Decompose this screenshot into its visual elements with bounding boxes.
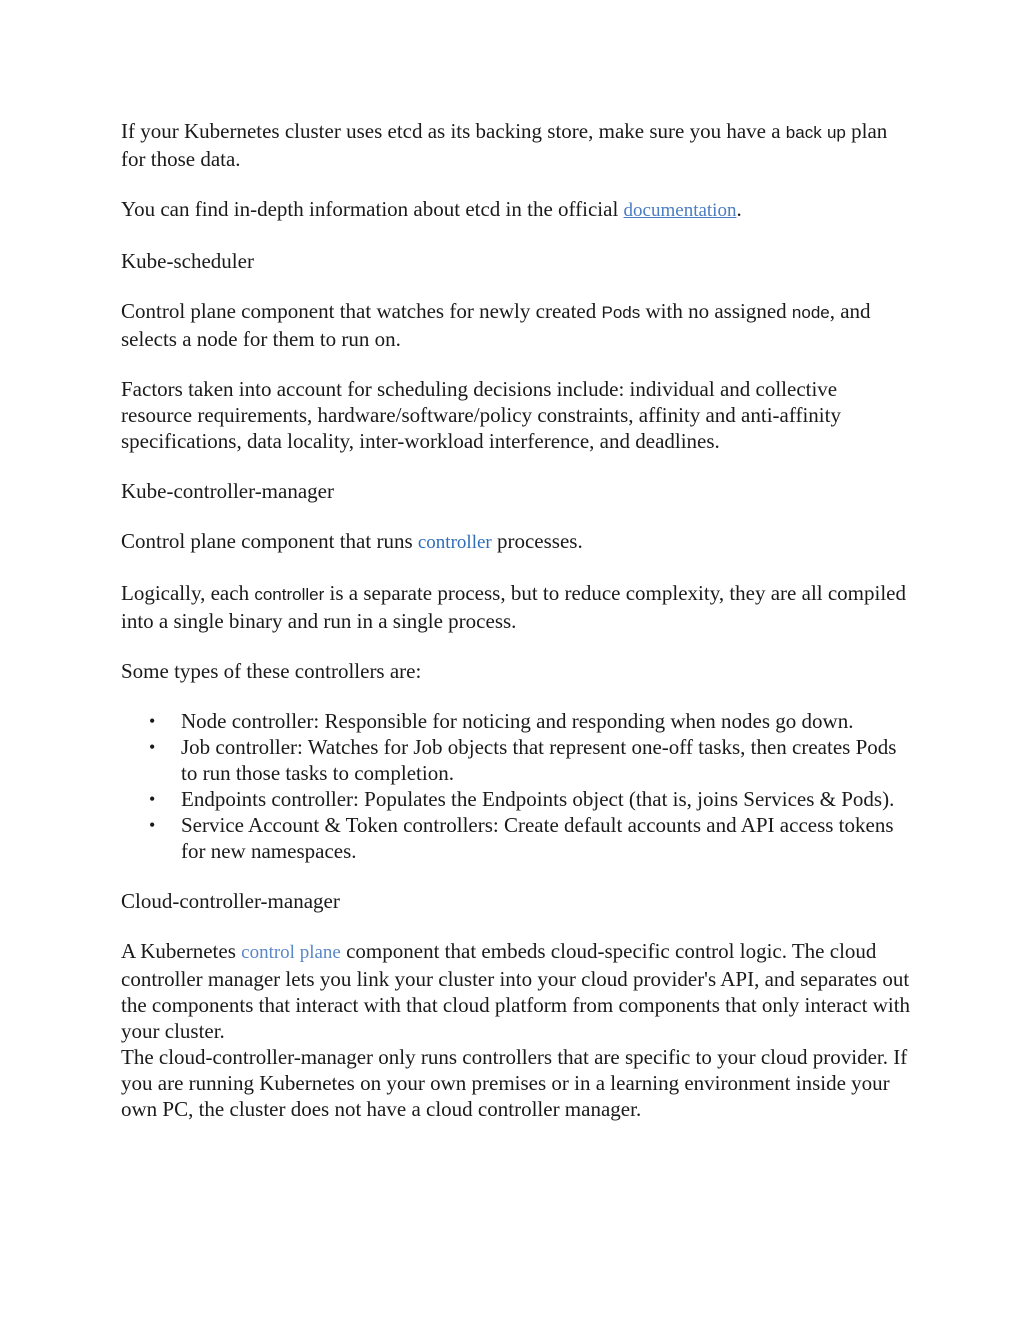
document-page [121, 118, 911, 1146]
heading-kube-scheduler: Kube-scheduler [121, 249, 254, 273]
text: processes. [491, 529, 583, 553]
controller-types-list [121, 708, 911, 864]
term-back: back [785, 123, 822, 142]
term-node: node [791, 303, 830, 322]
controller-link[interactable]: controller [417, 532, 492, 553]
list-item: • Node controller: Responsible for noticing and responding when nodes go down. [181, 708, 911, 734]
text: is a separate process, but to reduce complexity, they are all compiled into a single binary and run in a single process. [121, 581, 907, 633]
list-item: • Endpoints controller: Populates the Endpoints object (that is, joins Services & Pods). [181, 786, 911, 812]
paragraph-scheduling-factors: Factors taken into account for scheduling decisions include: individual and collective resource requirements, hardware/software/policy constraints, affinity and anti-affinity specifications, data locality, inter-workload interference, and deadlines. [121, 377, 841, 453]
text: A Kubernetes [121, 939, 242, 963]
text: with no assigned [640, 299, 792, 323]
text: , and selects a node for them to run on. [121, 299, 871, 351]
paragraph-etcd-docs [121, 196, 911, 224]
documentation-link[interactable]: documentation [623, 200, 737, 221]
term-controller: controller [254, 585, 325, 604]
text: Control plane component that watches for newly created [121, 299, 602, 323]
text: If your Kubernetes cluster uses etcd as its backing store, make sure you have a [121, 119, 786, 143]
list-item: • Job controller: Watches for Job objects that represent one-off tasks, then creates Pods to run those tasks to completion. [181, 734, 911, 786]
paragraph-cloud-controller-desc [121, 938, 911, 1044]
text: Logically, each [121, 581, 255, 605]
paragraph-cloud-controller-scope: The cloud-controller-manager only runs controllers that are specific to your cloud provider. If you are running Kubernetes on your own premises or in a learning environment inside your own PC, the cluster does not have a cloud controller manager. [121, 1045, 908, 1121]
heading-cloud-controller-manager: Cloud-controller-manager [121, 889, 340, 913]
term-up: up [826, 123, 846, 142]
text: . [736, 197, 742, 221]
text: plan for those data. [121, 119, 888, 171]
paragraph-controller-types-intro: Some types of these controllers are: [121, 659, 422, 683]
text: You can find in-depth information about etcd in the official [121, 197, 624, 221]
text: Control plane component that runs [121, 529, 418, 553]
heading-kube-controller-manager: Kube-controller-manager [121, 479, 334, 503]
paragraph-controller-manager-desc [121, 528, 911, 556]
paragraph-scheduler-desc [121, 298, 911, 352]
term-pods: Pods [601, 303, 641, 322]
text: component that embeds cloud-specific control logic. The cloud controller manager lets you link your cluster into your cloud provider's API, and separates out the components that interact with that cloud platform from components that only interact with your cluster. [121, 939, 911, 1043]
paragraph-controller-logic [121, 580, 911, 634]
control-plane-link[interactable]: control plane [241, 942, 341, 963]
paragraph-etcd-backup [121, 118, 911, 172]
list-item: • Service Account & Token controllers: Create default accounts and API access tokens for new namespaces. [181, 812, 911, 864]
